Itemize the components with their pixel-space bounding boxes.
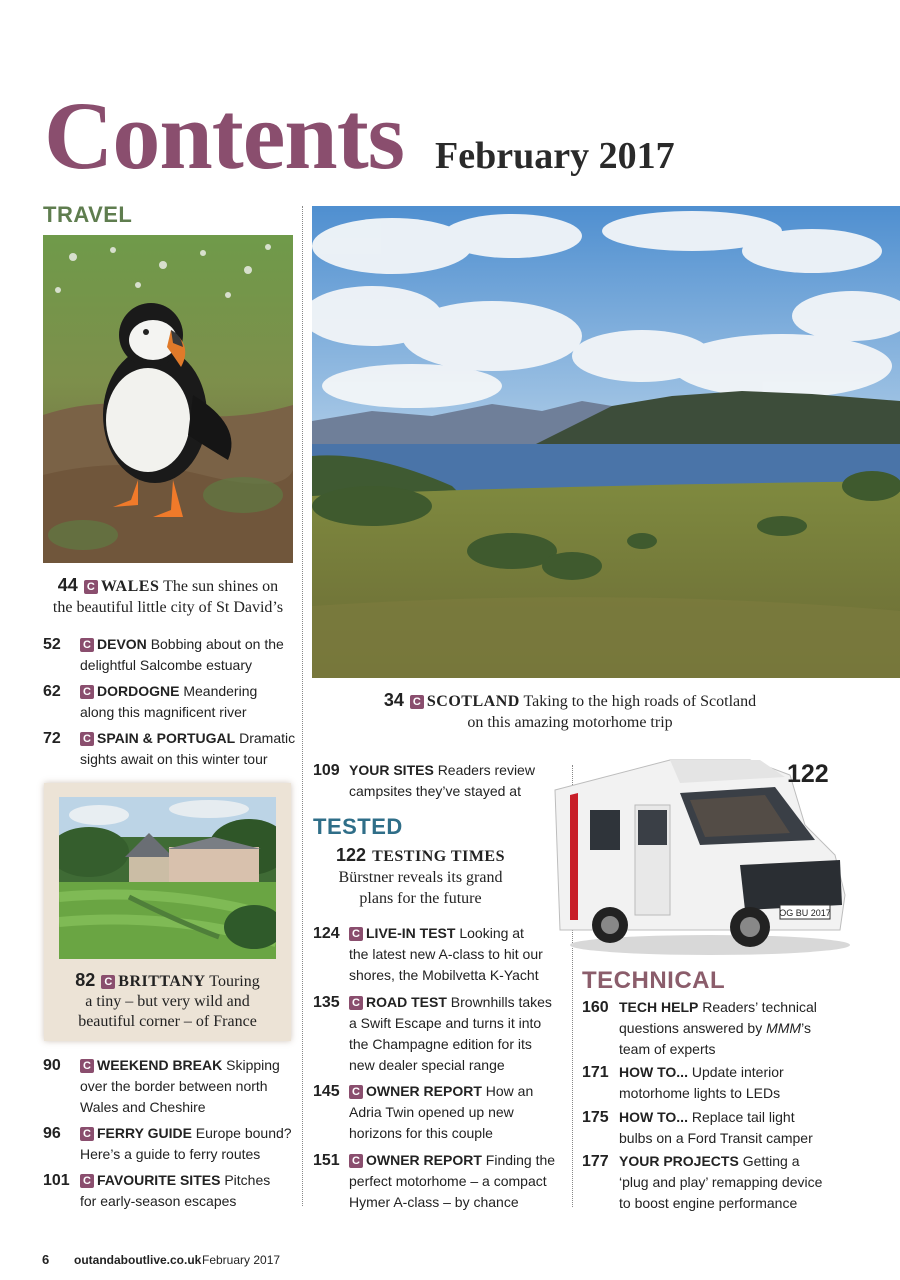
entry-text: Finding the xyxy=(485,1152,556,1168)
c-badge-icon: C xyxy=(101,975,115,989)
c-badge-icon: C xyxy=(349,1154,363,1168)
entry-text: motorhome lights to LEDs xyxy=(619,1085,781,1101)
entry-text: Skipping xyxy=(226,1057,280,1073)
entry-text: Hymer A-class – by chance xyxy=(349,1194,519,1210)
entry-page-number: 109 xyxy=(313,762,340,779)
entry-keyword: HOW TO... xyxy=(619,1109,688,1125)
entry-text: questions answered by xyxy=(619,1020,763,1036)
entry-text: ‘plug and play’ remapping device xyxy=(619,1174,823,1190)
entry-page-number: 145 xyxy=(313,1083,340,1100)
contents-entry[interactable] xyxy=(313,1150,568,1213)
entry-text: Bobbing about on the xyxy=(150,636,284,652)
entry-page-number: 160 xyxy=(582,999,609,1016)
contents-entry[interactable] xyxy=(43,728,298,770)
entry-text: over the border between north xyxy=(80,1078,268,1094)
c-badge-icon: C xyxy=(410,695,424,709)
feature-text: Touring xyxy=(209,973,260,990)
entry-page-number: 151 xyxy=(313,1152,340,1169)
entry-text: sights await on this winter tour xyxy=(80,751,268,767)
entry-text: team of experts xyxy=(619,1041,716,1057)
entry-page-number: 96 xyxy=(43,1125,61,1142)
entry-text: Update interior xyxy=(691,1064,784,1080)
entry-text: to boost engine performance xyxy=(619,1195,798,1211)
c-badge-icon: C xyxy=(80,1127,94,1141)
contents-entry[interactable] xyxy=(313,760,563,802)
contents-entry[interactable] xyxy=(582,1151,852,1214)
contents-entry[interactable] xyxy=(43,681,298,723)
entry-page-number: 135 xyxy=(313,994,340,1011)
contents-entry[interactable] xyxy=(313,923,568,986)
footer-page-number: 6 xyxy=(42,1252,50,1267)
entry-keyword: OWNER REPORT xyxy=(366,1152,482,1168)
contents-entry[interactable] xyxy=(43,1170,298,1212)
entry-text: Replace tail light xyxy=(691,1109,795,1125)
c-badge-icon: C xyxy=(80,1059,94,1073)
feature-brittany[interactable] xyxy=(50,970,285,1032)
entry-keyword: HOW TO... xyxy=(619,1064,688,1080)
entry-keyword: DEVON xyxy=(97,636,147,652)
feature-keyword: WALES xyxy=(100,578,160,595)
contents-entry[interactable] xyxy=(43,1055,298,1118)
entry-text: Looking at xyxy=(459,925,524,941)
feature-page-number: 44 xyxy=(57,575,78,595)
feature-text: on this amazing motorhome trip xyxy=(467,714,673,731)
entry-text: Europe bound? xyxy=(195,1125,292,1141)
feature-wales[interactable] xyxy=(38,575,298,618)
entry-keyword: DORDOGNE xyxy=(97,683,180,699)
entry-text: Wales and Cheshire xyxy=(80,1099,206,1115)
contents-entry[interactable] xyxy=(43,1123,298,1165)
c-badge-icon: C xyxy=(349,1085,363,1099)
entry-page-number: 52 xyxy=(43,636,61,653)
issue-date: February 2017 xyxy=(435,135,675,177)
entry-page-number: 90 xyxy=(43,1057,61,1074)
entry-page-number: 101 xyxy=(43,1172,70,1189)
entry-keyword: ROAD TEST xyxy=(366,994,447,1010)
feature-text: plans for the future xyxy=(359,890,482,907)
contents-entry[interactable] xyxy=(43,634,298,676)
entry-text: the latest new A-class to hit our xyxy=(349,946,543,962)
contents-entry[interactable] xyxy=(313,992,568,1076)
column-divider-left xyxy=(302,206,303,1206)
entry-page-number: 177 xyxy=(582,1153,609,1170)
contents-entry[interactable] xyxy=(582,997,852,1060)
entry-page-number: 72 xyxy=(43,730,61,747)
footer-date: February 2017 xyxy=(202,1253,281,1267)
entry-text: bulbs on a Ford Transit camper xyxy=(619,1130,813,1146)
section-technical-heading: TECHNICAL xyxy=(582,967,726,994)
feature-keyword: SCOTLAND xyxy=(426,693,520,710)
feature-text: a tiny – but very wild and xyxy=(85,993,250,1010)
entry-text: horizons for this couple xyxy=(349,1125,493,1141)
entry-text: new dealer special range xyxy=(349,1057,505,1073)
feature-keyword: BRITTANY xyxy=(118,973,206,990)
feature-text: Bürstner reveals its grand xyxy=(338,869,503,886)
feature-text: the beautiful little city of St David’s xyxy=(52,599,284,616)
page-title: Contents xyxy=(44,82,405,189)
feature-text: beautiful corner – of France xyxy=(78,1013,257,1030)
feature-keyword: TESTING TIMES xyxy=(372,848,505,865)
entry-keyword: YOUR PROJECTS xyxy=(619,1153,739,1169)
entry-text: Brownhills takes xyxy=(450,994,552,1010)
entry-page-number: 175 xyxy=(582,1109,609,1126)
entry-text: delightful Salcombe estuary xyxy=(80,657,252,673)
entry-text: How an xyxy=(485,1083,534,1099)
entry-page-number: 171 xyxy=(582,1064,609,1081)
entry-page-number: 124 xyxy=(313,925,340,942)
brittany-chateau-photo xyxy=(59,797,276,959)
c-badge-icon: C xyxy=(80,1174,94,1188)
feature-testing-times[interactable] xyxy=(313,845,528,909)
feature-page-number: 34 xyxy=(383,690,404,710)
entry-text: Pitches xyxy=(224,1172,271,1188)
entry-keyword: FAVOURITE SITES xyxy=(97,1172,221,1188)
entry-text: Readers review xyxy=(437,762,535,778)
entry-keyword: YOUR SITES xyxy=(349,762,434,778)
entry-text: perfect motorhome – a compact xyxy=(349,1173,547,1189)
footer-website[interactable]: outandaboutlive.co.uk xyxy=(74,1253,202,1267)
entry-text: ’s xyxy=(801,1020,811,1036)
feature-page-number: 82 xyxy=(75,970,96,990)
section-tested-heading: TESTED xyxy=(313,814,403,839)
entry-text: Dramatic xyxy=(239,730,296,746)
entry-text: campsites they’ve stayed at xyxy=(349,783,521,799)
c-badge-icon: C xyxy=(349,996,363,1010)
entry-keyword: TECH HELP xyxy=(619,999,699,1015)
scotland-landscape-photo xyxy=(312,206,900,678)
entry-page-number: 62 xyxy=(43,683,61,700)
entry-text: the Champagne edition for its xyxy=(349,1036,532,1052)
feature-text: The sun shines on xyxy=(163,578,279,595)
c-badge-icon: C xyxy=(84,580,98,594)
c-badge-icon: C xyxy=(349,927,363,941)
entry-text: Readers’ technical xyxy=(702,999,817,1015)
feature-text: Taking to the high roads of Scotland xyxy=(523,693,757,710)
c-badge-icon: C xyxy=(80,685,94,699)
entry-keyword: LIVE-IN TEST xyxy=(366,925,456,941)
entry-text: Adria Twin opened up new xyxy=(349,1104,514,1120)
entry-keyword: SPAIN & PORTUGAL xyxy=(97,730,236,746)
contents-entry[interactable] xyxy=(582,1062,852,1104)
feature-scotland[interactable] xyxy=(340,690,800,733)
c-badge-icon: C xyxy=(80,638,94,652)
entry-keyword: OWNER REPORT xyxy=(366,1083,482,1099)
license-plate: OG BU 2017 xyxy=(779,908,831,918)
entry-keyword: WEEKEND BREAK xyxy=(97,1057,223,1073)
c-badge-icon: C xyxy=(80,732,94,746)
entry-keyword: FERRY GUIDE xyxy=(97,1125,192,1141)
motorhome-page-number[interactable]: 122 xyxy=(787,760,829,788)
entry-text: Meandering xyxy=(183,683,258,699)
entry-text: a Swift Escape and turns it into xyxy=(349,1015,542,1031)
entry-text: for early-season escapes xyxy=(80,1193,237,1209)
entry-text: Getting a xyxy=(742,1153,800,1169)
entry-text: Here’s a guide to ferry routes xyxy=(80,1146,261,1162)
puffin-photo xyxy=(43,235,293,563)
magazine-abbrev: MMM xyxy=(766,1020,802,1036)
contents-entry[interactable] xyxy=(582,1107,852,1149)
feature-page-number: 122 xyxy=(336,845,367,865)
entry-text: shores, the Mobilvetta K-Yacht xyxy=(349,967,539,983)
contents-entry[interactable] xyxy=(313,1081,568,1144)
section-travel-heading: TRAVEL xyxy=(43,202,133,227)
entry-text: along this magnificent river xyxy=(80,704,247,720)
